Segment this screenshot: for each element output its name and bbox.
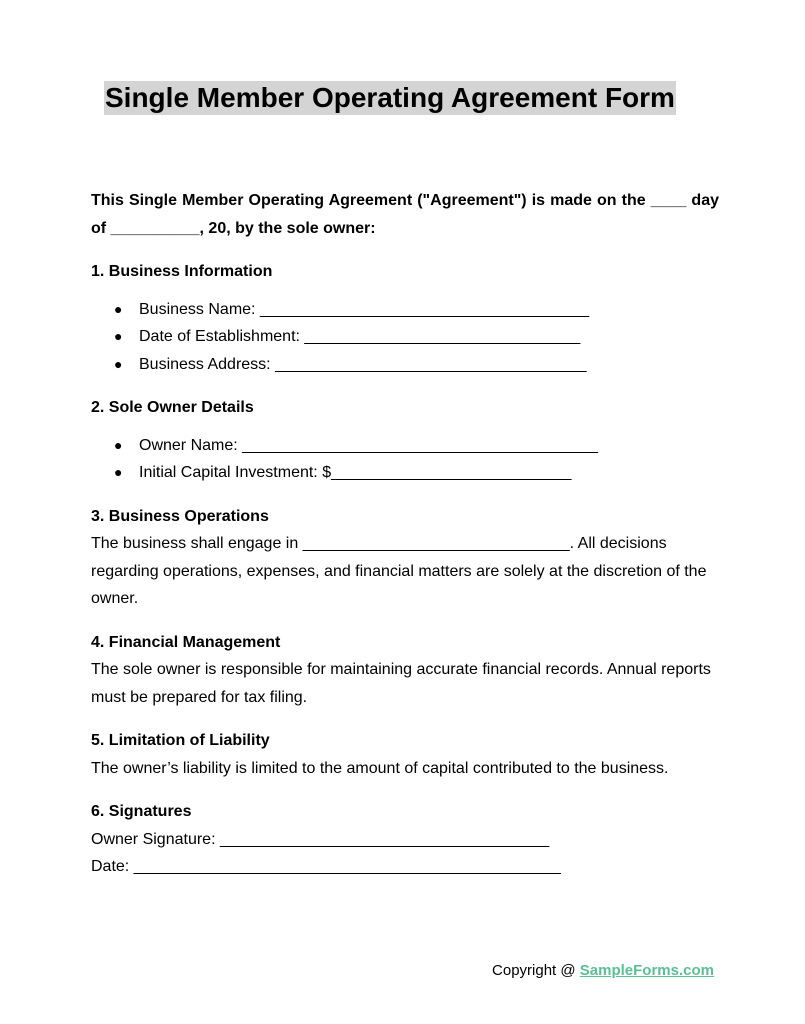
section-heading-financial-management: 4. Financial Management (91, 633, 281, 651)
sole-owner-details-list (91, 432, 719, 487)
list-item: ● Owner Name: ________________________________________ (91, 432, 719, 460)
bullet-icon: ● (114, 328, 123, 344)
business-information-list (91, 296, 719, 379)
bullet-icon: ● (114, 300, 123, 317)
signature-date-line: Date: ________________________________________________ (91, 858, 561, 875)
list-item: ● Initial Capital Investment: $___________________________ (91, 459, 719, 487)
section-heading-sole-owner-details: 2. Sole Owner Details (91, 399, 254, 416)
bullet-icon: ● (114, 436, 123, 453)
business-operations-text: The business shall engage in ______________________________. All decisions regarding operations, expenses, and financial matters are solely at the discretion of the owner. (91, 535, 707, 607)
intro-paragraph: This Single Member Operating Agreement ("Agreement") is made on the ____ day of __________, 20, by the sole owner: (91, 192, 719, 237)
document-body (91, 187, 719, 881)
document-title: Single Member Operating Agreement Form (105, 82, 675, 113)
bullet-icon: ● (114, 355, 123, 372)
sampleforms-link[interactable]: SampleForms.com (579, 962, 714, 979)
owner-signature-line: Owner Signature: _____________________________________ (91, 830, 550, 848)
section-heading-business-information: 1. Business Information (91, 263, 273, 280)
copyright-footer (492, 961, 714, 981)
copyright-text: Copyright @ (492, 962, 580, 979)
section-heading-signatures: 6. Signatures (91, 803, 192, 820)
section-heading-business-operations: 3. Business Operations (91, 507, 269, 525)
list-item: ● Business Address: ___________________________________ (91, 351, 719, 379)
list-item: ● Date of Establishment: _______________________________ (91, 323, 719, 351)
list-item: ● Business Name: _____________________________________ (91, 296, 719, 324)
financial-management-text: The sole owner is responsible for maintaining accurate financial records. Annual reports must be prepared for tax filing. (91, 661, 711, 706)
bullet-icon: ● (114, 464, 123, 480)
limitation-of-liability-text: The owner’s liability is limited to the amount of capital contributed to the business. (91, 759, 669, 777)
section-heading-limitation-of-liability: 5. Limitation of Liability (91, 732, 270, 749)
